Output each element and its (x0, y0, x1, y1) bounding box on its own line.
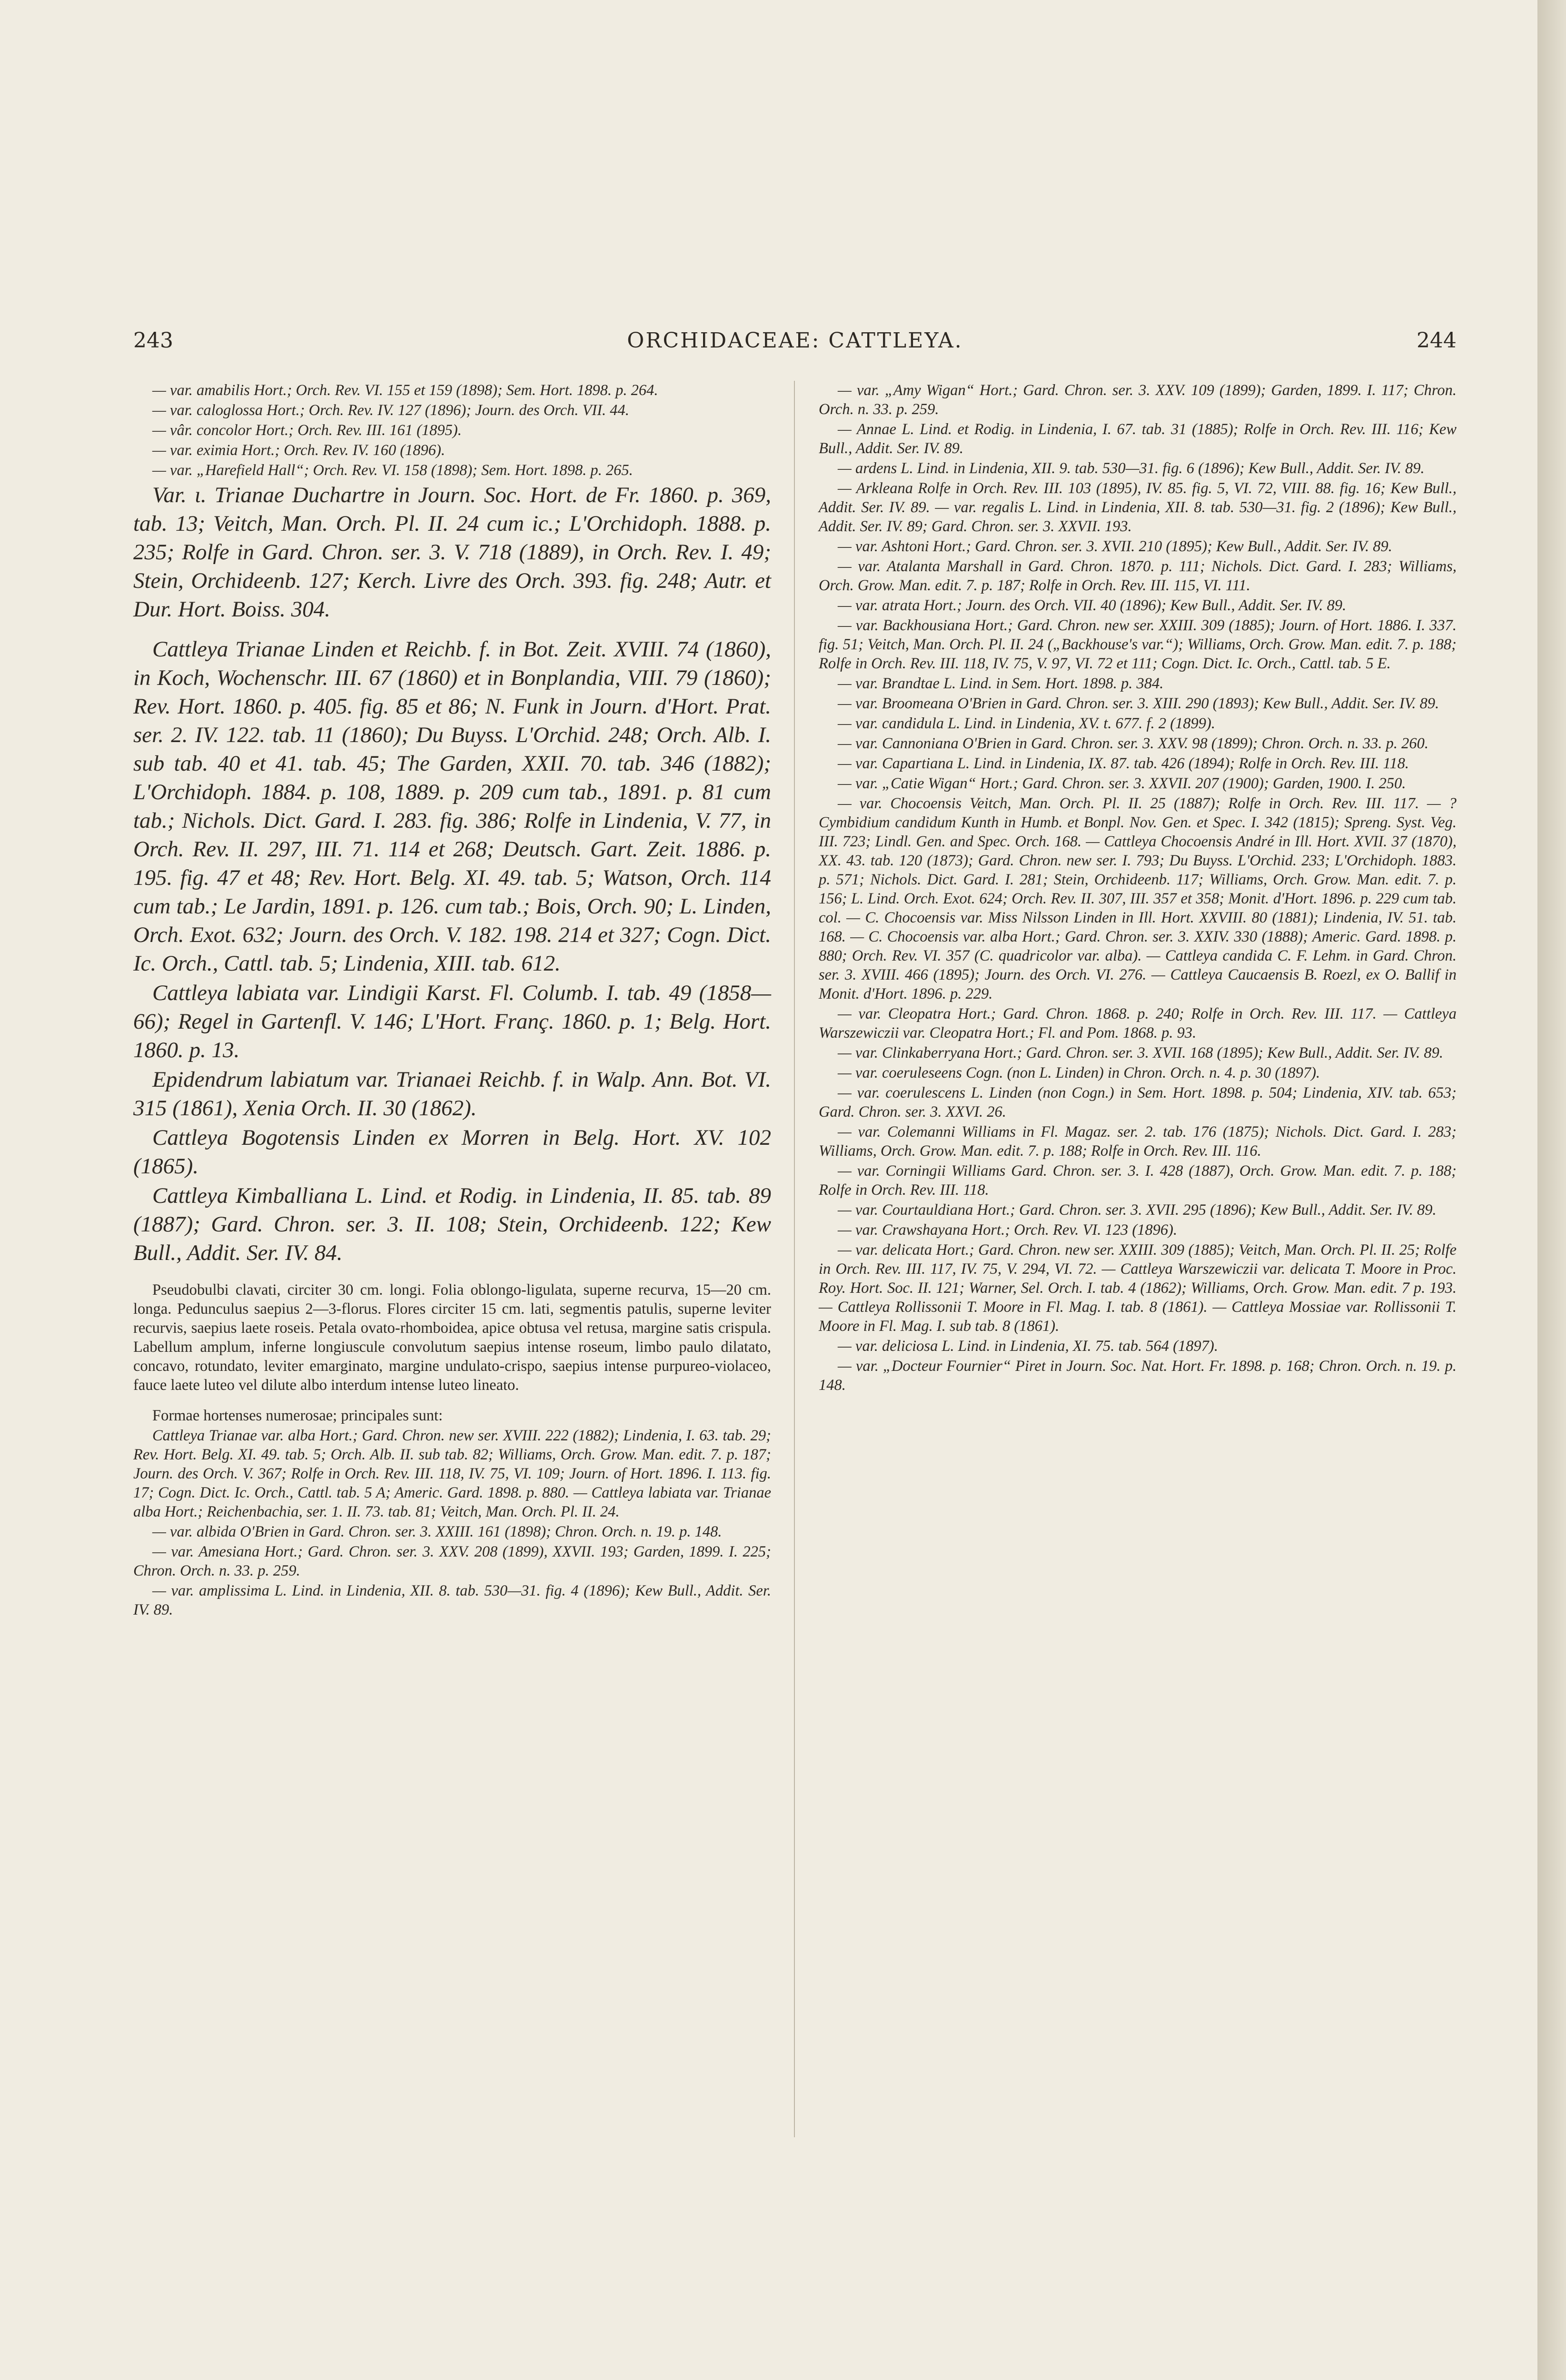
page-number-left: 243 (133, 328, 173, 353)
right-column (819, 381, 1457, 1396)
var-entry: — var. Capartiana L. Lind. in Lindenia, IX. 87. tab. 426 (1894); Rolfe in Orch. Rev. III. 118. (838, 755, 1409, 772)
page-number-right: 244 (1417, 328, 1457, 353)
page-gutter-shadow (1537, 0, 1566, 2380)
var-entry: — var. caloglossa Hort.; Orch. Rev. IV. 127 (1896); Journ. des Orch. VII. 44. (152, 402, 629, 419)
var-entry: — var. Chocoensis Veitch, Man. Orch. Pl. II. 25 (1887); Rolfe in Orch. Rev. III. 117. — ? Cymbidium candidum Kunth in Humb. et Bonpl. Nov. Gen. et Spec. I. 342 (1815); Spreng. Syst. Veg. III. 723; Lindl. Gen. and Spec. Orch. 168. — Cattleya Chocoensis André in Ill. Hort. XVII. 37 (1870), XX. 43. tab. 120 (1873); Gard. Chron. new ser. I. 793; Du Buyss. L'Orchid. 233; L'Orchidoph. 1883. p. 571; Nichols. Dict. Gard. I. 281; Stein, Orchideenb. 117; Williams, Orch. Grow. Man. edit. 7. p. 156; L. Lind. Orch. Exot. 624; Orch. Rev. II. 307, III. 357 et 358; Monit. d'Hort. 1896. p. 229 cum tab. col. — C. Chocoensis var. Miss Nilsson Linden in Ill. Hort. XXVIII. 80 (1881); Lindenia, IV. 51. tab. 168. — C. Chocoensis var. alba Hort.; Gard. Chron. ser. 3. XXIV. 330 (1888); Americ. Gard. 1898. p. 880; Orch. Rev. VI. 357 (C. quadricolor var. alba). — Cattleya candida C. F. Lehm. in Gard. Chron. ser. 3. XVIII. 466 (1895); Journ. des Orch. VI. 276. — Cattleya Caucaensis B. Roezl, ex O. Ballif in Monit. d'Hort. 1896. p. 229. (819, 795, 1457, 1002)
page-header (133, 328, 1457, 362)
var-entry: — var. Colemanni Williams in Fl. Magaz. ser. 2. tab. 176 (1875); Nichols. Dict. Gard. I. 283; Williams, Orch. Grow. Man. edit. 7. p. 188; Rolfe in Orch. Rev. III. 116. (819, 1123, 1457, 1160)
synonym-entry: Cattleya Trianae Linden et Reichb. f. in Bot. Zeit. XVIII. 74 (1860), in Koch, Wochenschr. III. 67 (1860) et in Bonplandia, VIII. 79 (1860); Rev. Hort. 1860. p. 405. fig. 85 et 86; N. Funk in Journ. d'Hort. Prat. ser. 2. IV. 122. tab. 11 (1860); Du Buyss. L'Orchid. 248; Orch. Alb. I. sub tab. 40 et 41. tab. 45; The Garden, XXII. 70. tab. 346 (1882); L'Orchidoph. 1884. p. 108, 1889. p. 209 cum tab., 1891. p. 81 cum tab.; Nichols. Dict. Gard. I. 283. fig. 386; Rolfe in Lindenia, V. 77, in Orch. Rev. II. 297, III. 71. 114 et 268; Deutsch. Gart. Zeit. 1886. p. 195. fig. 47 et 48; Rev. Hort. Belg. XI. 49. tab. 5; Watson, Orch. 114 cum tab.; Le Jardin, 1891. p. 126. cum tab.; Bois, Orch. 90; L. Linden, Orch. Exot. 632; Journ. des Orch. V. 182. 198. 214 et 327; Cogn. Dict. Ic. Orch., Cattl. tab. 5; Lindenia, XIII. tab. 612. (133, 637, 771, 976)
var-entry: — var. candidula L. Lind. in Lindenia, XV. t. 677. f. 2 (1899). (838, 715, 1215, 732)
var-entry: — var. Courtauldiana Hort.; Gard. Chron. ser. 3. XVII. 295 (1896); Kew Bull., Addit. Ser. IV. 89. (838, 1201, 1437, 1219)
var-entry: — var. „Amy Wigan“ Hort.; Gard. Chron. ser. 3. XXV. 109 (1899); Garden, 1899. I. 117; Chron. Orch. n. 33. p. 259. (819, 382, 1457, 418)
left-column (133, 381, 771, 1620)
synonym-entry: Cattleya labiata var. Lindigii Karst. Fl. Columb. I. tab. 49 (1858—66); Regel in Gartenfl. V. 146; L'Hort. Franç. 1860. p. 1; Belg. Hort. 1860. p. 13. (133, 981, 771, 1062)
var-entry: — var. atrata Hort.; Journ. des Orch. VII. 40 (1896); Kew Bull., Addit. Ser. IV. 89. (838, 597, 1347, 614)
var-entry: — var. Backhousiana Hort.; Gard. Chron. new ser. XXIII. 309 (1885); Journ. of Hort. 1886. I. 337. fig. 51; Veitch, Man. Orch. Pl. II. 24 („Backhouse's var.“); Williams, Orch. Grow. Man. edit. 7. p. 188; Rolfe in Orch. Rev. III. 118, IV. 75, V. 97, VI. 72 et 111; Cogn. Dict. Ic. Orch., Cattl. tab. 5 E. (819, 617, 1457, 672)
var-entry: — var. coerulescens L. Linden (non Cogn.) in Sem. Hort. 1898. p. 504; Lindenia, XIV. tab. 653; Gard. Chron. ser. 3. XXVI. 26. (819, 1084, 1457, 1121)
var-entry: — var. „Catie Wigan“ Hort.; Gard. Chron. ser. 3. XXVII. 207 (1900); Garden, 1900. I. 250. (838, 775, 1406, 792)
var-entry: — var. „Docteur Fournier“ Piret in Journ. Soc. Nat. Hort. Fr. 1898. p. 168; Chron. Orch. n. 19. p. 148. (819, 1358, 1457, 1394)
var-entry: — var. Broomeana O'Brien in Gard. Chron. ser. 3. XIII. 290 (1893); Kew Bull., Addit. Ser. IV. 89. (838, 695, 1439, 712)
var-entry: — var. Crawshayana Hort.; Orch. Rev. VI. 123 (1896). (838, 1221, 1178, 1239)
var-entry: — Annae L. Lind. et Rodig. in Lindenia, I. 67. tab. 31 (1885); Rolfe in Orch. Rev. III. 116; Kew Bull., Addit. Ser. IV. 89. (819, 421, 1457, 457)
synonym-entry: Cattleya Bogotensis Linden ex Morren in Belg. Hort. XV. 102 (1865). (133, 1125, 771, 1179)
var-entry: — var. Clinkaberryana Hort.; Gard. Chron. ser. 3. XVII. 168 (1895); Kew Bull., Addit. Ser. IV. 89. (838, 1044, 1443, 1061)
running-title: ORCHIDACEAE: CATTLEYA. (627, 328, 963, 353)
synonym-entry: Epidendrum labiatum var. Trianaei Reichb. f. in Walp. Ann. Bot. VI. 315 (1861), Xenia Orch. II. 30 (1862). (133, 1067, 771, 1121)
var-entry: — var. Cannoniana O'Brien in Gard. Chron. ser. 3. XXV. 98 (1899); Chron. Orch. n. 33. p. 260. (838, 735, 1429, 752)
formae-intro: Formae hortenses numerosae; principales sunt: (152, 1407, 443, 1424)
forma-entry: — var. amplissima L. Lind. in Lindenia, XII. 8. tab. 530—31. fig. 4 (1896); Kew Bull., Addit. Ser. IV. 89. (133, 1582, 771, 1618)
var-entry: — var. coeruleseens Cogn. (non L. Linden) in Chron. Orch. n. 4. p. 30 (1897). (838, 1064, 1320, 1081)
var-entry: — var. deliciosa L. Lind. in Lindenia, XI. 75. tab. 564 (1897). (838, 1338, 1218, 1355)
var-entry: — var. Brandtae L. Lind. in Sem. Hort. 1898. p. 384. (838, 675, 1164, 692)
var-entry: — var. Corningii Williams Gard. Chron. ser. 3. I. 428 (1887), Orch. Grow. Man. edit. 7. p. 188; Rolfe in Orch. Rev. III. 118. (819, 1162, 1457, 1199)
var-entry: — var. „Harefield Hall“; Orch. Rev. VI. 158 (1898); Sem. Hort. 1898. p. 265. (152, 462, 633, 479)
forma-entry: — var. albida O'Brien in Gard. Chron. ser. 3. XXIII. 161 (1898); Chron. Orch. n. 19. p. 148. (152, 1523, 722, 1540)
var-entry: — vâr. concolor Hort.; Orch. Rev. III. 161 (1895). (152, 422, 462, 439)
forma-entry: Cattleya Trianae var. alba Hort.; Gard. Chron. new ser. XVIII. 222 (1882); Lindenia, I. 63. tab. 29; Rev. Hort. Belg. XI. 49. tab. 5; Orch. Alb. II. sub tab. 82; Williams, Orch. Grow. Man. edit. 7. p. 187; Journ. des Orch. V. 367; Rolfe in Orch. Rev. III. 118, IV. 75, VI. 109; Journ. of Hort. 1896. I. 113. fig. 17; Cogn. Dict. Ic. Orch., Cattl. tab. 5 A; Americ. Gard. 1898. p. 880. — Cattleya labiata var. Trianae alba Hort.; Reichenbachia, ser. 1. II. 73. tab. 81; Veitch, Man. Orch. Pl. II. 24. (133, 1427, 771, 1520)
var-entry: — var. delicata Hort.; Gard. Chron. new ser. XXIII. 309 (1885); Veitch, Man. Orch. Pl. II. 25; Rolfe in Orch. Rev. III. 117, IV. 75, V. 294, VI. 72. — Cattleya Warszewiczii var. delicata T. Moore in Proc. Roy. Hort. Soc. II. 121; Warner, Sel. Orch. I. tab. 4 (1862); Williams, Orch. Grow. Man. edit. 7 p. 193. — Cattleya Rollissonii T. Moore in Fl. Mag. I. tab. 8 (1861). — Cattleya Mossiae var. Rollissonii T. Moore in Fl. Mag. I. sub tab. 8 (1861). (819, 1241, 1457, 1335)
var-entry: — var. eximia Hort.; Orch. Rev. IV. 160 (1896). (152, 442, 445, 459)
synonym-entry: Cattleya Kimballiana L. Lind. et Rodig. in Lindenia, II. 85. tab. 89 (1887); Gard. Chron. ser. 3. II. 108; Stein, Orchideenb. 122; Kew Bull., Addit. Ser. IV. 84. (133, 1183, 771, 1265)
variety-heading: Var. ι. Trianae Duchartre in Journ. Soc. Hort. de Fr. 1860. p. 369, tab. 13; Veitch, Man. Orch. Pl. II. 24 cum ic.; L'Orchidoph. 1888. p. 235; Rolfe in Gard. Chron. ser. 3. V. 718 (1889), in Orch. Rev. I. 49; Stein, Orchideenb. 127; Kerch. Livre des Orch. 393. fig. 248; Autr. et Dur. Hort. Boiss. 304. (133, 483, 771, 622)
var-entry: — Arkleana Rolfe in Orch. Rev. III. 103 (1895), IV. 85. fig. 5, VI. 72, VIII. 88. fig. 16; Kew Bull., Addit. Ser. IV. 89. — var. regalis L. Lind. in Lindenia, XII. 8. tab. 530—31. fig. 2 (1896); Kew Bull., Addit. Ser. IV. 89; Gard. Chron. ser. 3. XXVII. 193. (819, 480, 1457, 535)
var-entry: — var. amabilis Hort.; Orch. Rev. VI. 155 et 159 (1898); Sem. Hort. 1898. p. 264. (152, 382, 658, 399)
var-entry: — var. Atalanta Marshall in Gard. Chron. 1870. p. 111; Nichols. Dict. Gard. I. 283; Williams, Orch. Grow. Man. edit. 7. p. 187; Rolfe in Orch. Rev. III. 115, VI. 111. (819, 558, 1457, 594)
column-divider (794, 381, 795, 2137)
latin-description: Pseudobulbi clavati, circiter 30 cm. longi. Folia oblongo-ligulata, superne recurva, 15—20 cm. longa. Pedunculus saepius 2—3-florus. Flores circiter 15 cm. lati, segmentis patulis, superne leviter recurvis, saepius laete roseis. Petala ovato-rhomboidea, apice obtusa vel retusa, margine satis crispula. Labellum amplum, inferne longiuscule convolutum saepius intense roseum, limbo paulo dilatato, concavo, rotundato, leviter emarginato, margine undulato-crispo, saepius intense purpureo-violaceo, fauce laete luteo vel dilute albo interdum intense luteo lineato. (133, 1281, 771, 1394)
var-entry: — var. Cleopatra Hort.; Gard. Chron. 1868. p. 240; Rolfe in Orch. Rev. III. 117. — Cattleya Warszewiczii var. Cleopatra Hort.; Fl. and Pom. 1868. p. 93. (819, 1005, 1457, 1041)
var-entry: — ardens L. Lind. in Lindenia, XII. 9. tab. 530—31. fig. 6 (1896); Kew Bull., Addit. Ser. IV. 89. (838, 460, 1425, 477)
forma-entry: — var. Amesiana Hort.; Gard. Chron. ser. 3. XXV. 208 (1899), XXVII. 193; Garden, 1899. I. 225; Chron. Orch. n. 33. p. 259. (133, 1543, 771, 1579)
var-entry: — var. Ashtoni Hort.; Gard. Chron. ser. 3. XVII. 210 (1895); Kew Bull., Addit. Ser. IV. 89. (838, 538, 1392, 555)
